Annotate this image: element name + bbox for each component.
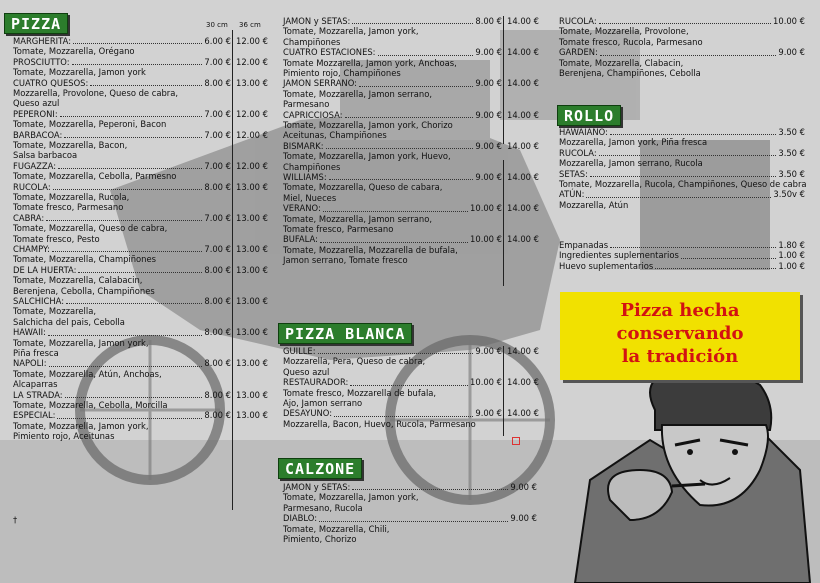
- menu-item-ingredients: Tomate, Mozzarella, Calabacin,: [13, 275, 143, 286]
- price-small: 8.00 €: [204, 327, 231, 338]
- menu-item-name: FUGAZZA:: [13, 160, 57, 171]
- menu-item: [13, 410, 231, 441]
- price-small: 10.00 €: [470, 234, 502, 245]
- menu-item-name: CABRA:: [13, 212, 45, 223]
- menu-item-ingredients: Pimiento rojo, Champiñones: [283, 68, 401, 78]
- menu-item: [559, 169, 805, 190]
- menu-item-name: MARGHERITA:: [13, 36, 72, 46]
- price-large: 14.00 €: [507, 16, 539, 26]
- menu-item: [559, 189, 805, 210]
- menu-item: [559, 240, 805, 250]
- price-small: 8.00 €: [204, 264, 231, 275]
- menu-item: [13, 182, 231, 213]
- small-square-mark: [512, 437, 520, 445]
- menu-item-name: JAMON y SETAS:: [283, 482, 351, 492]
- menu-item: [559, 148, 805, 169]
- menu-item-ingredients: Tomate, Mozzarella, Bacon,: [13, 140, 128, 150]
- price-large: 12.00 €: [236, 36, 268, 46]
- menu-item-name: RUCOLA:: [559, 16, 597, 26]
- menu-item-ingredients: Parmesano: [283, 99, 330, 110]
- price-small: 7.00 €: [204, 129, 231, 140]
- dotted-leader: [655, 268, 776, 269]
- menu-item-name: VERANO:: [283, 203, 321, 214]
- menu-item-ingredients: Aceitunas, Champiñones: [283, 130, 387, 141]
- menu-item-name: SETAS:: [559, 168, 588, 179]
- price-large: 13.00 €: [236, 410, 268, 421]
- price-large: 14.00 €: [507, 78, 539, 89]
- menu-item-ingredients: Mozzarella, Jamon serrano, Rucola: [559, 158, 703, 169]
- dotted-leader: [350, 385, 468, 386]
- menu-item-name: GUILLE:: [283, 346, 316, 356]
- menu-item-ingredients: Tomate, Mozzarella, Queso de cabra,: [13, 223, 168, 234]
- menu-item: [13, 130, 231, 161]
- menu-item-name: BUFALA:: [283, 234, 318, 245]
- price-large: 14.00 €: [507, 47, 539, 58]
- price-large: 13.00 €: [236, 389, 268, 400]
- menu-item-name: CHAMPY:: [13, 244, 50, 254]
- menu-item: [13, 390, 231, 411]
- price-small: 9.00 €: [475, 408, 502, 419]
- menu-item-ingredients: Tomate, Mozzarella, Rucola,: [13, 192, 130, 202]
- column-divider-mid-2: [503, 160, 504, 286]
- column-divider: [232, 30, 233, 510]
- menu-item-ingredients: Mozzarella, Provolone, Queso de cabra,: [13, 88, 179, 98]
- menu-item-ingredients: Tomate, Mozzarella, Clabacin,: [559, 57, 684, 68]
- menu-item-name: DIABLO:: [283, 513, 318, 524]
- dotted-leader: [73, 43, 202, 44]
- dotted-leader: [586, 197, 771, 198]
- menu-item-ingredients: Tomate, Mozzarella, Champiñones: [13, 254, 157, 265]
- menu-item-ingredients: Tomate, Mozzarella, Mozzarella de bufala,: [283, 244, 458, 255]
- price-small: 8.00 €: [204, 410, 231, 421]
- menu-item-name: PROSCIUTTO:: [13, 56, 70, 67]
- menu-item-ingredients: Champiñones: [283, 161, 341, 172]
- dotted-leader: [681, 258, 777, 259]
- menu-item-name: RUCOLA:: [559, 147, 597, 158]
- menu-item-ingredients: Champiñones: [283, 36, 341, 47]
- menu-item: [283, 346, 502, 377]
- price-large: 13.00 €: [236, 327, 268, 338]
- menu-item-name: RUCOLA:: [13, 181, 51, 192]
- price-large: 13.00 €: [236, 358, 268, 369]
- menu-item-ingredients: Tomate, Mozzarella, Orégano: [13, 46, 135, 57]
- menu-item-name: DESAYUNO:: [283, 408, 333, 419]
- price-small: 9.00 €: [475, 172, 502, 182]
- price-large: 14.00 €: [507, 109, 539, 120]
- dotted-leader: [610, 134, 777, 135]
- menu-item: [13, 244, 231, 265]
- dotted-leader: [58, 168, 202, 169]
- price-large: 14.00 €: [507, 346, 539, 356]
- price-small: 7.00 €: [204, 212, 231, 223]
- column-divider-mid: [503, 16, 504, 144]
- dotted-leader: [352, 23, 473, 24]
- menu-item-ingredients: Jamon serrano, Tomate fresco: [283, 255, 408, 266]
- menu-item-ingredients: Mozzarella, Jamon york, Piña fresca: [559, 137, 708, 148]
- price-large: 13.00 €: [236, 296, 268, 306]
- menu-item-name: DE LA HUERTA:: [13, 264, 77, 275]
- price-small: 7.00 €: [204, 56, 231, 67]
- menu-item: [13, 109, 231, 130]
- price-small: 3.50 €: [778, 147, 805, 158]
- menu-item-ingredients: Salsa barbacoa: [13, 150, 78, 161]
- menu-item-name: HAWAII:: [13, 327, 46, 338]
- dotted-leader: [52, 251, 203, 252]
- menu-item-name: CAPRICCIOSA:: [283, 109, 343, 120]
- menu-item-name: Empanadas: [559, 240, 609, 250]
- menu-item: [283, 78, 502, 109]
- price-small: 8.00 €: [204, 358, 231, 369]
- menu-item-name: ESPECIAL:: [13, 410, 56, 421]
- price-large: 12.00 €: [236, 129, 268, 140]
- price-small: 9.00 €: [475, 140, 502, 151]
- menu-item-ingredients: Tomate Mozzarella, Jamon york, Anchoas,: [283, 57, 457, 68]
- menu-item-ingredients: Mozzarella, Pera, Queso de cabra,: [283, 356, 426, 367]
- menu-item-name: CUATRO ESTACIONES:: [283, 47, 376, 58]
- menu-item-ingredients: Queso azul: [283, 366, 330, 377]
- menu-item-ingredients: Tomate, Mozzarella, Jamon serrano,: [283, 213, 432, 224]
- menu-item-name: Huevo suplementarios: [559, 260, 654, 271]
- menu-item: [283, 203, 502, 234]
- menu-item-ingredients: Ajo, Jamon serrano: [283, 398, 363, 408]
- dotted-leader: [318, 353, 474, 354]
- menu-item-ingredients: Tomate fresco, Rucola, Parmesano: [559, 36, 703, 47]
- menu-item-name: NAPOLI:: [13, 358, 47, 369]
- price-large: 13.00 €: [236, 212, 268, 223]
- dotted-leader: [590, 176, 776, 177]
- price-large: 12.00 €: [236, 160, 268, 171]
- menu-item-ingredients: Alcaparras: [13, 379, 58, 390]
- menu-item-name: BISMARK:: [283, 140, 324, 151]
- dotted-leader: [48, 335, 202, 336]
- menu-item: [13, 358, 231, 389]
- menu-item-ingredients: Salchicha del pais, Cebolla: [13, 316, 125, 327]
- dotted-leader: [352, 489, 508, 490]
- column-header-small: 30 cm: [206, 21, 228, 29]
- menu-item-ingredients: Tomate, Mozzarella, Queso de cabara,: [283, 182, 443, 193]
- dotted-leader: [65, 397, 203, 398]
- menu-item: [283, 16, 502, 47]
- menu-item-ingredients: Tomate fresco, Mozzarella de bufala,: [283, 387, 437, 398]
- banner-line-2: conservando: [616, 323, 744, 344]
- dotted-leader: [49, 366, 203, 367]
- menu-item-ingredients: Tomate, Mozzarella, Jamon york,: [13, 420, 149, 431]
- tradition-banner: [560, 292, 800, 380]
- price-large: 12.00 €: [236, 56, 268, 67]
- menu-item-name: SALCHICHA:: [13, 296, 65, 306]
- menu-item-name: ATÚN:: [559, 189, 585, 200]
- menu-item: [559, 47, 805, 78]
- menu-item-ingredients: Tomate, Mozzarella, Cebolla, Morcilla: [13, 400, 168, 410]
- menu-item-name: WILLIAMS:: [283, 172, 327, 182]
- dotted-leader: [378, 55, 474, 56]
- menu-item: [13, 78, 231, 109]
- price-large: 13.00 €: [236, 264, 268, 275]
- price-small: 8.00 €: [475, 16, 502, 26]
- menu-item-ingredients: Pimiento, Chorizo: [283, 534, 357, 544]
- menu-item: [559, 127, 805, 148]
- price-large: 14.00 €: [507, 140, 539, 151]
- menu-item: [559, 16, 805, 47]
- price-large: 13.00 €: [236, 181, 268, 192]
- dotted-leader: [320, 242, 468, 243]
- price-small: 10.00 €: [773, 16, 805, 26]
- menu-item: [283, 234, 502, 265]
- menu-item-name: GARDEN:: [559, 47, 598, 58]
- price-large: 14.00 €: [507, 377, 539, 388]
- price-large: 14.00 €: [507, 172, 539, 182]
- menu-item-ingredients: Tomate fresco, Parmesano: [283, 224, 394, 234]
- dotted-leader: [319, 521, 508, 522]
- dotted-leader: [600, 55, 776, 56]
- menu-item-name: LA STRADA:: [13, 389, 63, 400]
- menu-item: [283, 377, 502, 408]
- menu-item-ingredients: Pimiento rojo, Aceitunas: [13, 431, 115, 442]
- column-divider-blanca: [503, 346, 504, 436]
- menu-item-ingredients: Tomate, Mozzarella, Cebolla, Parmesno: [13, 171, 177, 182]
- dotted-leader: [599, 155, 777, 156]
- menu-item-ingredients: Mozzarella, Atún: [559, 199, 629, 210]
- price-small: 3.50 €: [778, 168, 805, 179]
- dotted-leader: [345, 117, 474, 118]
- price-large: 13.00 €: [236, 244, 268, 254]
- menu-item-ingredients: Tomate, Mozzarella,: [13, 306, 96, 317]
- price-small: 7.00 €: [204, 160, 231, 171]
- menu-item: [13, 161, 231, 182]
- menu-item: [13, 213, 231, 244]
- dotted-leader: [72, 64, 203, 65]
- menu-item-ingredients: Miel, Nueces: [283, 192, 337, 203]
- menu-item-name: RESTAURADOR:: [283, 377, 349, 388]
- price-small: 3.50 €: [778, 127, 805, 137]
- menu-item-ingredients: Piña fresca: [13, 348, 59, 358]
- menu-item-name: BARBACOA:: [13, 129, 63, 140]
- menu-item: [283, 482, 537, 513]
- price-small: 8.00 €: [204, 181, 231, 192]
- price-small: 7.00 €: [204, 244, 231, 254]
- price-small: 1.80 €: [778, 240, 805, 250]
- dotted-leader: [329, 179, 474, 180]
- price-large: 14.00 €: [507, 203, 539, 214]
- menu-item: [283, 513, 537, 544]
- menu-item-ingredients: Tomate, Mozzarella, Jamon york, Chorizo: [283, 120, 453, 130]
- menu-item-ingredients: Queso azul: [13, 98, 60, 109]
- dotted-leader: [60, 116, 203, 117]
- price-large: 14.00 €: [507, 234, 539, 245]
- menu-item-ingredients: Berenjena, Cebolla, Champiñones: [13, 285, 155, 296]
- menu-item: [559, 250, 805, 260]
- menu-item: [283, 172, 502, 203]
- price-small: 9.00 €: [475, 47, 502, 58]
- dotted-leader: [46, 220, 202, 221]
- menu-item: [13, 36, 231, 57]
- banner-line-1: Pizza hecha: [620, 300, 740, 321]
- menu-item-ingredients: Tomate, Mozzarella, Provolone,: [559, 26, 689, 37]
- price-small: 9.00 €: [475, 78, 502, 89]
- menu-item-ingredients: Tomate fresco, Pesto: [13, 233, 100, 244]
- price-small: 3.50v €: [773, 189, 805, 200]
- menu-item-ingredients: Tomate, Mozzarella, Jamon york,: [283, 26, 419, 37]
- banner-line-3: la tradición: [621, 346, 739, 367]
- dotted-leader: [326, 148, 474, 149]
- price-small: 7.00 €: [204, 108, 231, 119]
- menu-item-ingredients: Tomate, Mozzarella, Atún, Anchoas,: [13, 368, 162, 379]
- dotted-leader: [359, 86, 473, 87]
- price-small: 9.00 €: [510, 482, 537, 492]
- section-header-calzone: CALZONE: [278, 458, 362, 479]
- dotted-leader: [334, 416, 473, 417]
- menu-item: [13, 265, 231, 296]
- menu-item: [13, 57, 231, 78]
- price-small: 1.00 €: [778, 250, 805, 261]
- dotted-leader: [610, 247, 776, 248]
- price-small: 9.00 €: [475, 109, 502, 120]
- menu-item-ingredients: Tomate, Mozzarella, Rucola, Champiñones, Queso de cabra: [559, 179, 807, 189]
- menu-item-name: HAWAIANO:: [559, 127, 608, 137]
- menu-item-ingredients: Tomate, Mozzarella, Jamon york, Huevo,: [283, 151, 451, 162]
- menu-item-name: CUATRO QUESOS:: [13, 77, 89, 88]
- price-small: 9.00 €: [510, 513, 537, 524]
- price-small: 10.00 €: [470, 203, 502, 214]
- price-large: 12.00 €: [236, 108, 268, 119]
- menu-item-ingredients: Tomate, Mozzarella, Jamon york,: [13, 337, 149, 348]
- menu-item: [13, 327, 231, 358]
- price-small: 8.00 €: [204, 77, 231, 88]
- menu-item-ingredients: Tomate, Mozzarella, Jamon york,: [283, 492, 419, 503]
- menu-item-ingredients: Tomate, Mozzarella, Jamon serrano,: [283, 88, 432, 99]
- price-small: 1.00 €: [778, 260, 805, 271]
- menu-item-ingredients: Berenjena, Champiñones, Cebolla: [559, 68, 701, 78]
- menu-item-name: JAMON y SETAS:: [283, 16, 351, 26]
- dotted-leader: [78, 272, 202, 273]
- dotted-leader: [57, 418, 202, 419]
- price-large: 13.00 €: [236, 77, 268, 88]
- section-header-pizza-blanca: PIZZA BLANCA: [278, 323, 412, 344]
- price-small: 8.00 €: [204, 389, 231, 400]
- price-large: 14.00 €: [507, 408, 539, 419]
- menu-item-name: PEPERONI:: [13, 108, 58, 119]
- menu-item: [283, 47, 502, 78]
- dotted-leader: [66, 303, 202, 304]
- menu-item-ingredients: Parmesano, Rucola: [283, 502, 363, 513]
- section-header-rollo: ROLLO: [557, 105, 621, 126]
- dotted-leader: [90, 85, 202, 86]
- menu-item: [283, 408, 502, 429]
- column-header-large: 36 cm: [239, 21, 261, 29]
- menu-item: [283, 110, 502, 141]
- dotted-leader: [323, 211, 468, 212]
- menu-item-ingredients: Tomate, Mozzarella, Chili,: [283, 523, 390, 534]
- menu-item-ingredients: Tomate, Mozzarella, Jamon york: [13, 67, 146, 78]
- menu-item-ingredients: Tomate, Mozzarella, Peperoni, Bacon: [13, 119, 167, 130]
- dagger-mark: †: [13, 515, 18, 525]
- menu-item: [13, 296, 231, 327]
- section-header-pizza: PIZZA: [4, 13, 68, 34]
- menu-item: [283, 141, 502, 172]
- menu-item: [559, 261, 805, 271]
- price-small: 10.00 €: [470, 377, 502, 388]
- menu-item-ingredients: Mozzarella, Bacon, Huevo, Rucola, Parmesano: [283, 418, 476, 429]
- menu-item-name: Ingredientes suplementarios: [559, 250, 679, 261]
- dotted-leader: [64, 137, 202, 138]
- price-small: 9.00 €: [475, 346, 502, 356]
- price-small: 9.00 €: [778, 47, 805, 58]
- menu-item-ingredients: Tomate fresco, Parmesano: [13, 202, 124, 213]
- price-small: 6.00 €: [204, 36, 231, 46]
- dotted-leader: [599, 23, 771, 24]
- menu-item-name: JAMON SERRANO:: [283, 78, 357, 89]
- price-small: 8.00 €: [204, 296, 231, 306]
- dotted-leader: [53, 189, 203, 190]
